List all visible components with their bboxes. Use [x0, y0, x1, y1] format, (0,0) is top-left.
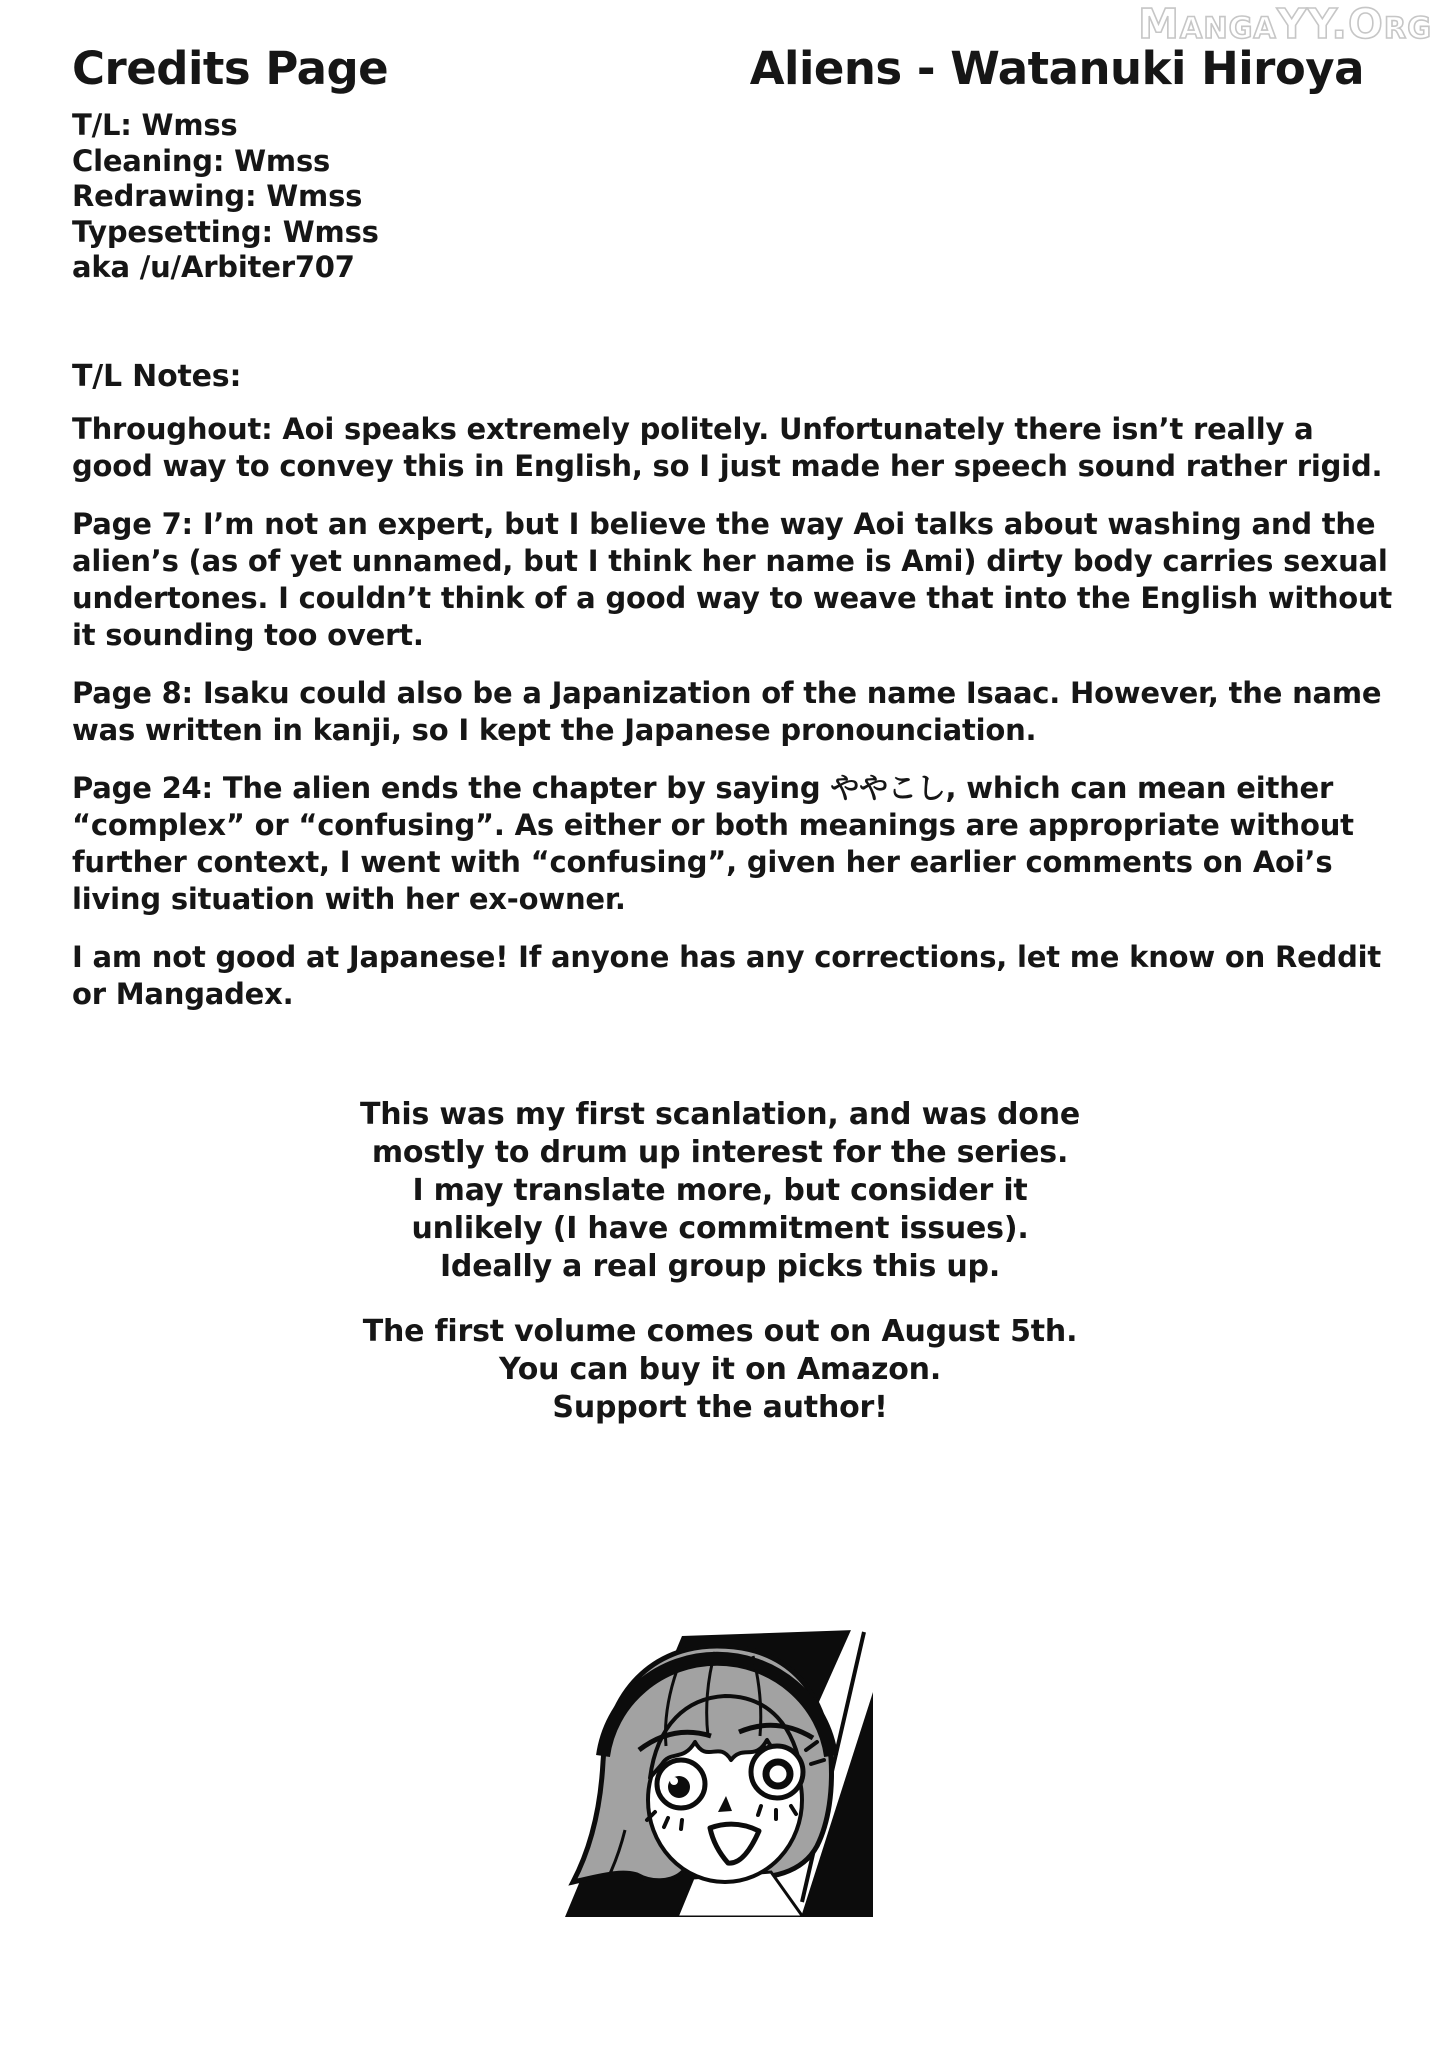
scanlation-note-line: Ideally a real group picks this up. [439, 1249, 1001, 1284]
tl-note-page7: Page 7: I’m not an expert, but I believe the way Aoi talks about washing and the alien’s (as of yet unnamed, but I think her name is Ami) dirty body carries sexual undertones. I couldn’t think of a good way to weave that into the English without it sounding too overt. [72, 507, 1393, 652]
tl-note-corrections: I am not good at Japanese! If anyone has any corrections, let me know on Reddit or Mangadex. [72, 940, 1382, 1011]
scanlation-note-block [0, 1096, 1440, 1286]
scanlation-note-line: mostly to drum up interest for the series. [371, 1135, 1069, 1170]
credit-line-cleaning: Cleaning: Wmss [72, 143, 331, 178]
series-author-title: Aliens - Watanuki Hiroya [749, 42, 1364, 95]
scanlation-note-line: I may translate more, but consider it [412, 1173, 1028, 1208]
tl-note-page24: Page 24: The alien ends the chapter by saying ややこし, which can mean either “complex” or “confusing”. As either or both meanings are appropriate without further context, I went with “confusing”, given her earlier comments on Aoi’s living situation with her ex-owner. [72, 771, 1354, 916]
volume-release-line: The first volume comes out on August 5th. [362, 1314, 1078, 1349]
tl-note-page8: Page 8: Isaku could also be a Japanization of the name Isaac. However, the name was written in kanji, so I kept the Japanese pronounciation. [72, 676, 1382, 747]
scanlation-note-line: unlikely (I have commitment issues). [411, 1211, 1029, 1246]
credit-line-tl: T/L: Wmss [72, 108, 238, 142]
tl-notes-section [72, 358, 1402, 1013]
tl-notes-heading: T/L Notes: [72, 359, 242, 394]
tl-note-throughout: Throughout: Aoi speaks extremely politely. Unfortunately there isn’t really a good way to convey this in English, so I just made her speech sound rather rigid. [72, 412, 1383, 483]
right-eye [751, 1746, 803, 1798]
left-eye [657, 1760, 705, 1808]
page-title: Credits Page [72, 42, 389, 95]
header-row [72, 42, 1364, 95]
credit-line-typesetting: Typesetting: Wmss [72, 214, 379, 249]
volume-release-line: You can buy it on Amazon. [498, 1352, 942, 1387]
volume-release-block [0, 1313, 1440, 1427]
scanlation-note-line: This was my first scanlation, and was done [359, 1097, 1081, 1132]
credits-list [72, 108, 379, 286]
mangayy-watermark-logo: MangaYY.Org [1138, 0, 1432, 48]
credit-line-redrawing: Redrawing: Wmss [72, 179, 363, 213]
credit-line-aka: aka /u/Arbiter707 [72, 250, 355, 284]
volume-release-line: Support the author! [552, 1390, 888, 1425]
manga-girl-illustration [565, 1630, 873, 1917]
